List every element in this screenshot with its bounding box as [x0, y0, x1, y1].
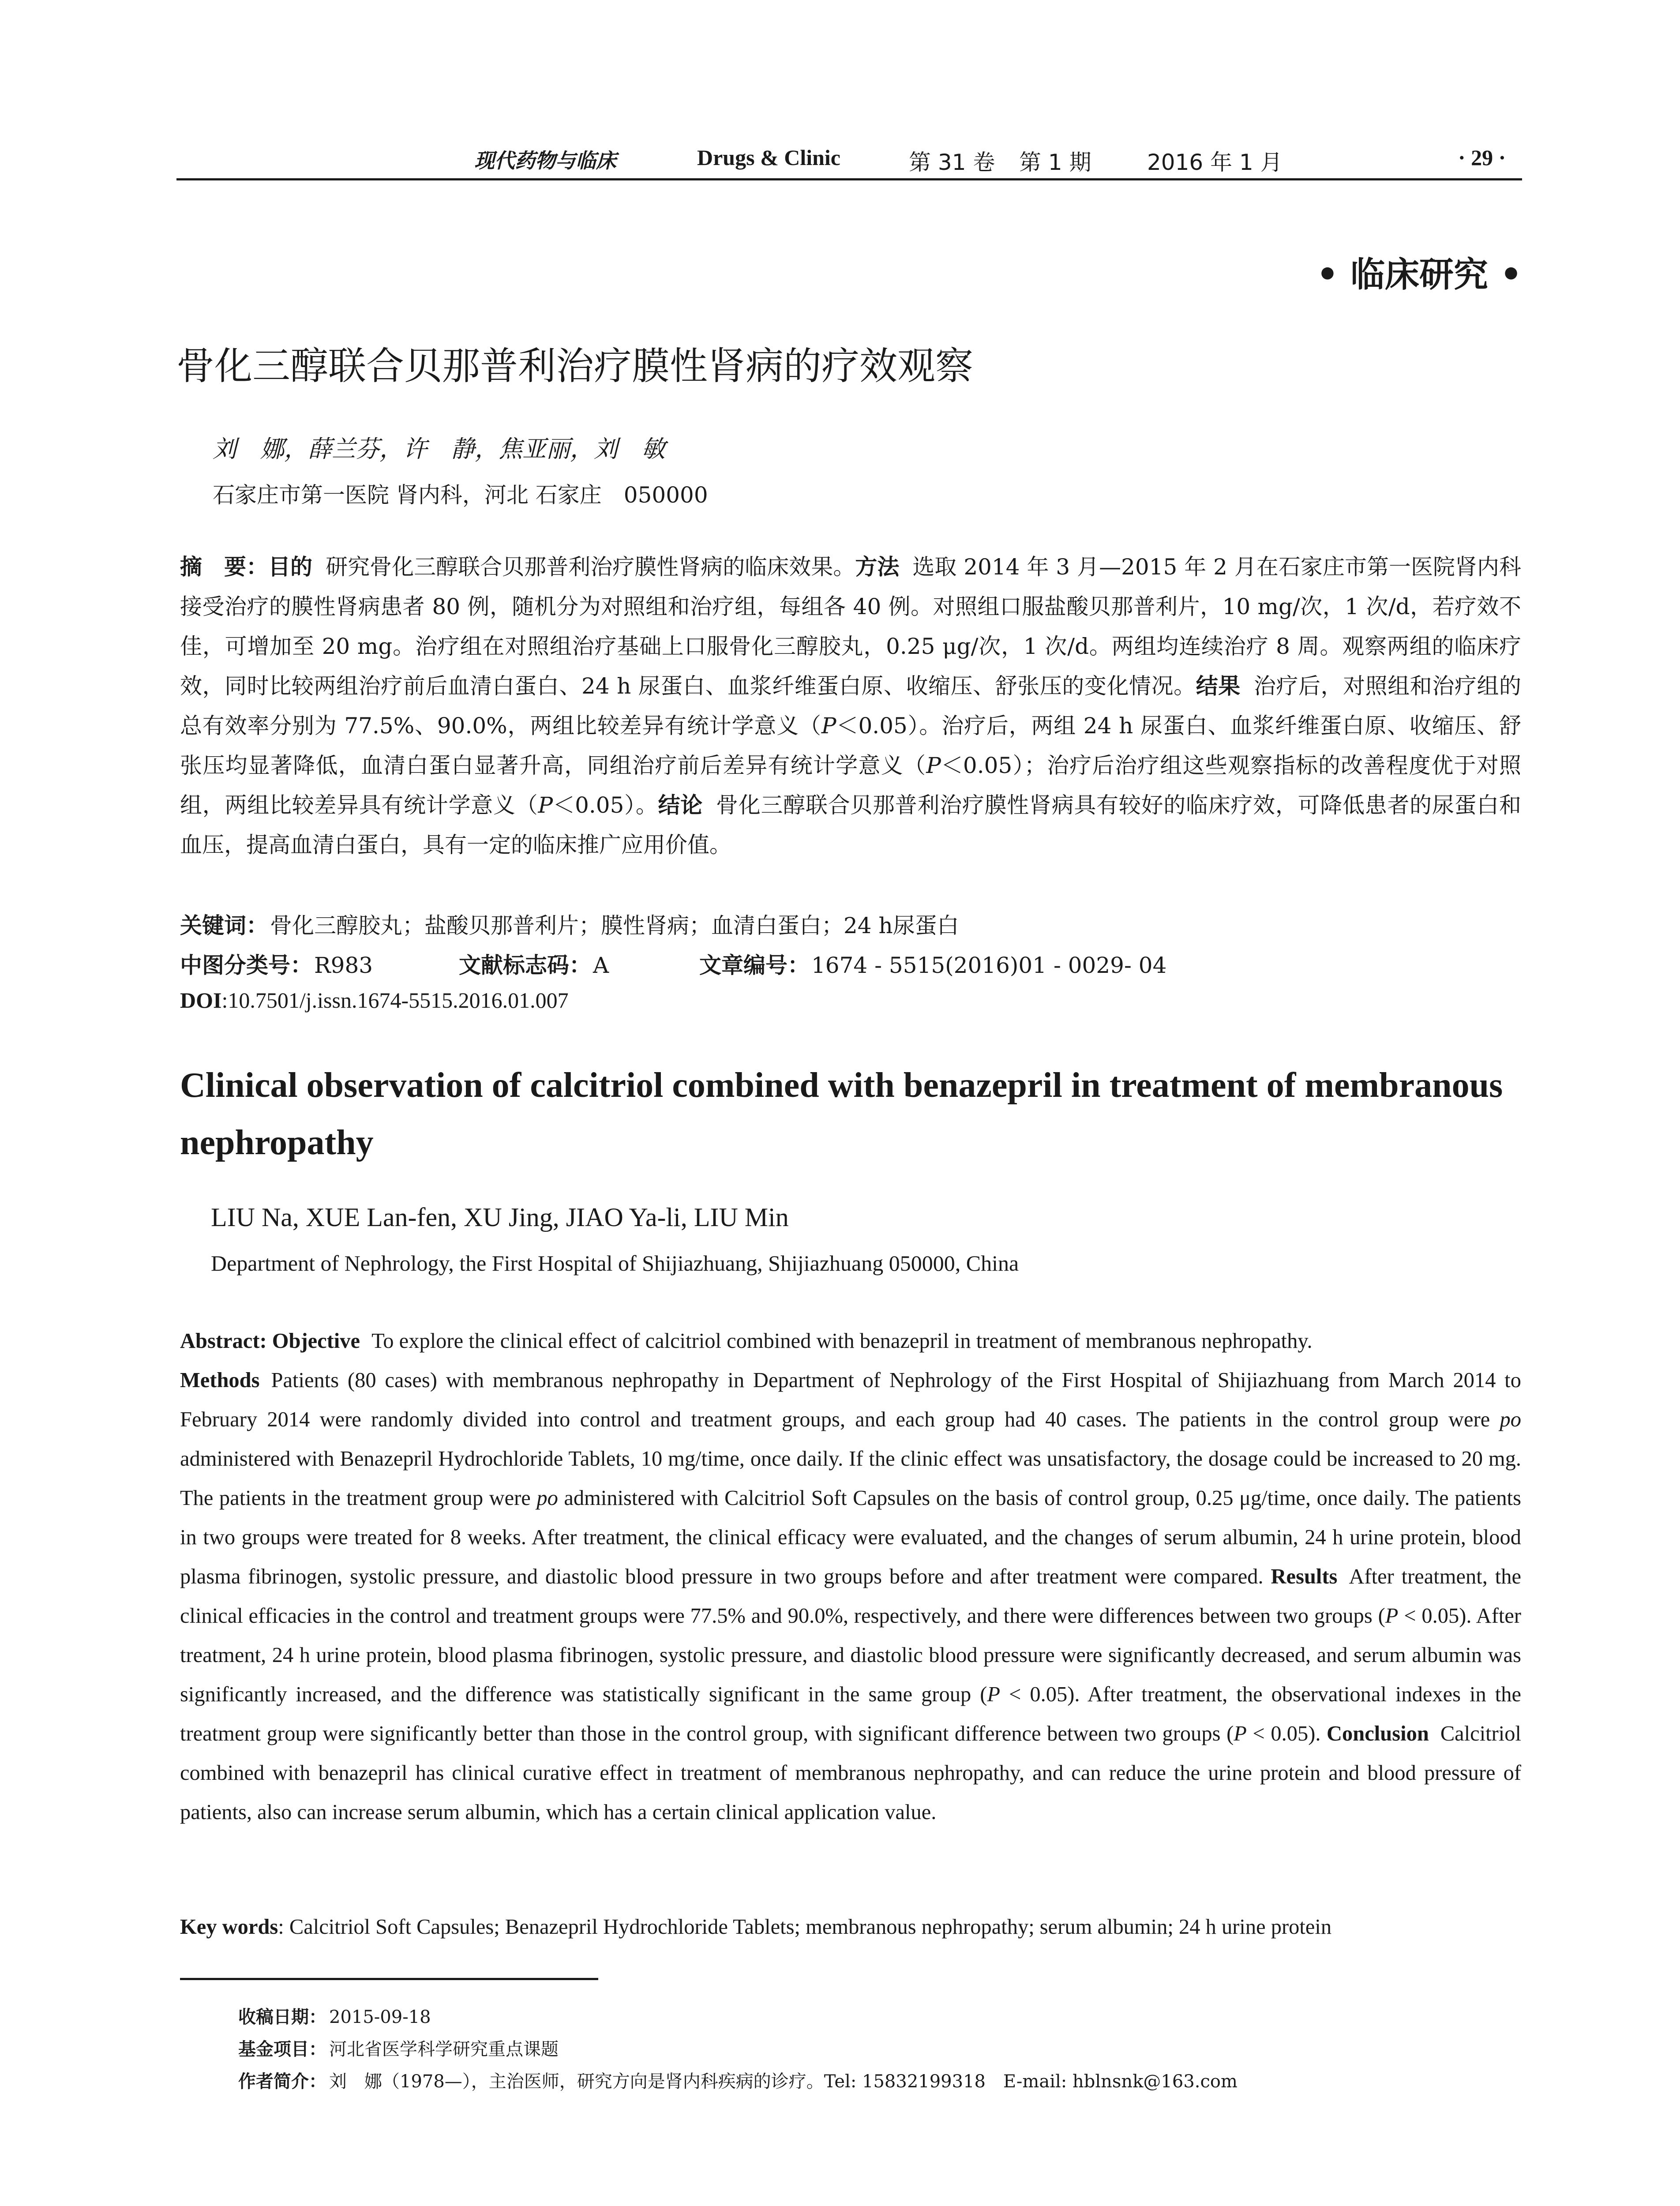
p-symbol: P: [987, 1683, 1001, 1706]
footnote-rule: [180, 1978, 598, 1980]
en-methods-3: administered with Calcitriol Soft Capsules on the basis of control group, 0.25 μg/time, once daily. The patients in two groups were treated for 8 weeks. After treatment, the clinical efficacy were evaluated, and the changes of serum albumin, 24 h urine protein, blood plasma fibrinogen, systolic pressure, and diastolic blood pressure in two groups before and after treatment were compared.: [180, 1486, 1522, 1588]
cn-results-2: ＜0.05）。治疗后，两组 24 h 尿蛋白、血浆纤维蛋白原、收缩压、舒张压均显著降低，血清白蛋白显著升高，同组治疗前后差异有统计学意义（: [180, 713, 1521, 778]
en-results-1: After treatment, the clinical efficacies in the control and treatment groups were 77.5% and 90.0%, respectively, and there were differences between two groups (: [180, 1565, 1522, 1628]
en-objective: To explore the clinical effect of calcitriol combined with benazepril in treatment of membranous nephropathy.: [371, 1329, 1312, 1353]
cn-conclusion: 骨化三醇联合贝那普利治疗膜性肾病具有较好的临床疗效，可降低患者的尿蛋白和血压，提高血清白蛋白，具有一定的临床推广应用价值。: [180, 792, 1522, 858]
cn-methods: 选取 2014 年 3 月—2015 年 2 月在石家庄市第一医院肾内科接受治疗的膜性肾病患者 80 例，随机分为对照组和治疗组，每组各 40 例。对照组口服盐酸贝那普利片，10 mg/次，1 次/d，若疗效不佳，可增加至 20 mg。治疗组在对照组治疗基础上口服骨化三醇胶丸，0.25 μg/次，1 次/d。两组均连续治疗 8 周。观察两组的临床疗效，同时比较两组治疗前后血清白蛋白、24 h 尿蛋白、血浆纤维蛋白原、收缩压、舒张压的变化情况。: [180, 554, 1522, 699]
journal-issue: 第 1 期: [1019, 150, 1091, 175]
en-abstract-label: Abstract: Objective: [180, 1329, 360, 1353]
po-italic: po: [1500, 1408, 1521, 1431]
en-methods-label: Methods: [180, 1369, 260, 1392]
en-results-2: < 0.05). After treatment, 24 h urine protein, blood plasma fibrinogen, systolic pressure, and diastolic blood pressure were significantly decreased, and serum albumin was significantly increased, and the difference was statistically significant in the same group (: [180, 1604, 1522, 1706]
section-tag: • 临床研究 •: [1316, 255, 1522, 295]
cn-objective: 研究骨化三醇联合贝那普利治疗膜性肾病的临床效果。: [326, 554, 855, 580]
cn-doc-code-label: 文献标志码：: [459, 953, 591, 978]
po-italic: po: [536, 1486, 558, 1510]
p-symbol: P: [1234, 1722, 1247, 1745]
en-results-4: < 0.05).: [1252, 1722, 1321, 1745]
author-label: 作者简介：: [238, 2071, 326, 2092]
en-results-label: Results: [1271, 1565, 1338, 1588]
cn-article-no: [699, 948, 1166, 979]
journal-cn-name: 现代药物与临床: [474, 149, 616, 173]
cn-clc: R983: [314, 953, 373, 978]
cn-title: 骨化三醇联合贝那普利治疗膜性肾病的疗效观察: [176, 344, 973, 388]
p-symbol: P: [1385, 1604, 1399, 1628]
en-results-3: < 0.05). After treatment, the observational indexes in the treatment group were significantly better than those in the control group, with significant difference between two groups (: [180, 1683, 1521, 1745]
footnote-author: [238, 2067, 1238, 2093]
en-keywords-label: Key words: [180, 1915, 278, 1939]
cn-objective-label: 目的: [268, 554, 313, 580]
cn-methods-label: 方法: [855, 554, 900, 580]
cn-affiliation: 石家庄市第一医院 肾内科，河北 石家庄 050000: [213, 482, 708, 508]
cn-keywords-text: 骨化三醇胶丸；盐酸贝那普利片；膜性肾病；血清白蛋白；24 h尿蛋白: [270, 913, 959, 938]
cn-keywords: [180, 908, 959, 940]
footnote-received: [238, 2003, 431, 2028]
author-text: 刘 娜（1978—），主治医师，研究方向是肾内科疾病的诊疗。Tel: 15832199318 E-mail: hblnsnk@163.com: [329, 2071, 1238, 2092]
cn-keywords-label: 关键词：: [180, 913, 268, 938]
running-header: [176, 140, 1522, 180]
fund-text: 河北省医学科学研究重点课题: [329, 2039, 559, 2060]
p-symbol: P: [821, 713, 836, 739]
cn-conclusion-label: 结论: [658, 792, 703, 818]
header-rule: [176, 178, 1522, 180]
en-authors: LIU Na, XUE Lan-fen, XU Jing, JIAO Ya-li, LIU Min: [211, 1203, 789, 1232]
cn-doc-code-value: A: [593, 953, 609, 978]
received-date: 2015-09-18: [329, 2007, 431, 2027]
en-keywords: [180, 1915, 1530, 1939]
en-keywords-text: : Calcitriol Soft Capsules; Benazepril Hydrochloride Tablets; membranous nephropathy; serum albumin; 24 h urine protein: [278, 1915, 1332, 1939]
doi: [180, 987, 569, 1013]
cn-clc-label: 中图分类号：: [180, 953, 312, 978]
cn-abstract-label: 摘 要：: [180, 554, 269, 580]
journal-volume: 第 31 卷: [909, 150, 995, 175]
journal-date: 2016 年 1 月: [1147, 150, 1282, 175]
cn-classification: [180, 948, 373, 979]
cn-results-1: 治疗后，对照组和治疗组的总有效率分别为 77.5%、90.0%，两组比较差异有统计学意义（: [180, 673, 1521, 739]
en-conclusion: Calcitriol combined with benazepril has clinical curative effect in treatment of membranous nephropathy, and can reduce the urine protein and blood pressure of patients, also can increase serum albumin, which has a certain clinical application value.: [180, 1722, 1521, 1824]
en-affiliation: Department of Nephrology, the First Hospital of Shijiazhuang, Shijiazhuang 050000, China: [211, 1251, 1019, 1276]
received-label: 收稿日期：: [238, 2007, 326, 2027]
cn-doc-code: [459, 948, 609, 979]
en-methods-1: Patients (80 cases) with membranous nephropathy in Department of Nephrology of the First Hospital of Shijiazhuang from March 2014 to February 2014 were randomly divided into control and treatment groups, and each group had 40 cases. The patients in the control group were: [180, 1369, 1521, 1431]
en-abstract: [180, 1321, 1521, 1832]
p-symbol: P: [926, 753, 941, 778]
p-symbol: P: [538, 792, 553, 818]
en-conclusion-label: Conclusion: [1327, 1722, 1429, 1745]
cn-authors: 刘 娜，薛兰芬，许 静，焦亚丽，刘 敏: [213, 435, 665, 463]
en-title: Clinical observation of calcitriol combined with benazepril in treatment of membranous nephropathy: [180, 1066, 1503, 1162]
footnote-fund: [238, 2035, 559, 2060]
cn-results-4: ＜0.05）。: [553, 792, 658, 818]
journal-en-name: Drugs & Clinic: [697, 145, 840, 170]
doi-label: DOI: [180, 988, 222, 1013]
fund-label: 基金项目：: [238, 2039, 326, 2060]
cn-article-no-label: 文章编号：: [699, 953, 810, 978]
cn-results-3: ＜0.05）；治疗后治疗组这些观察指标的改善程度优于对照组，两组比较差异具有统计学意义（: [180, 753, 1522, 818]
cn-article-no-value: 1674 - 5515(2016)01 - 0029- 04: [811, 953, 1167, 978]
page-number: · 29 ·: [1458, 145, 1506, 170]
cn-results-label: 结果: [1196, 673, 1241, 699]
en-methods-2: administered with Benazepril Hydrochloride Tablets, 10 mg/time, once daily. If the clinic effect was unsatisfactory, the dosage could be increased to 20 mg. The patients in the treatment group were: [180, 1447, 1521, 1510]
doi-value: :10.7501/j.issn.1674-5515.2016.01.007: [221, 988, 569, 1013]
cn-abstract: [180, 547, 1521, 865]
